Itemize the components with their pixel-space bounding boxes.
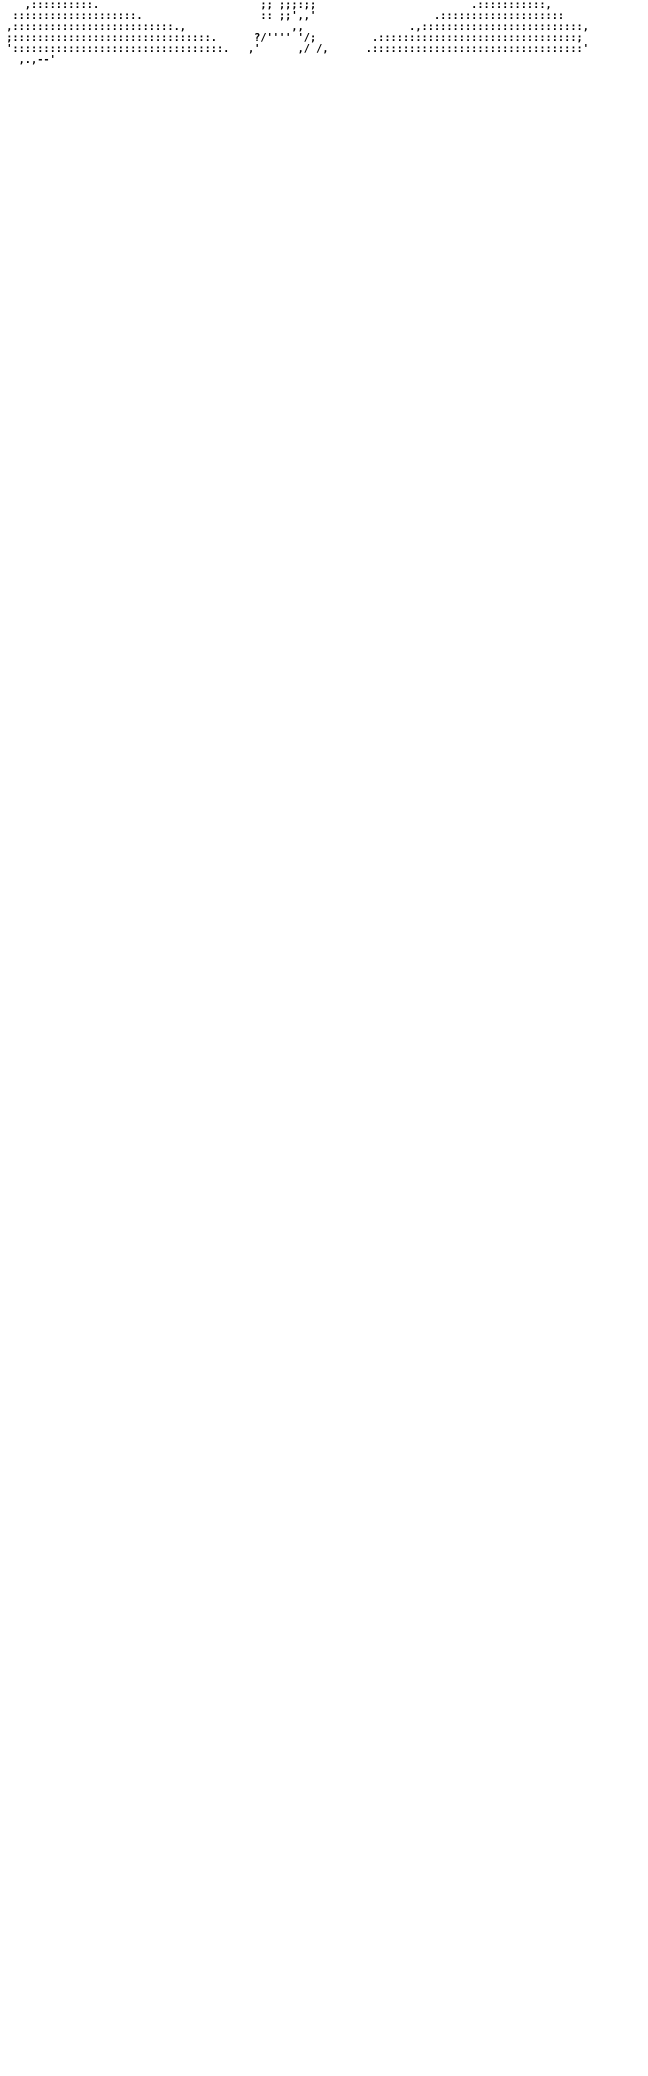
nfo-document xyxy=(0,0,648,768)
eagle-ascii-art: ,::::::::::. ;; ;;;:;; .:::::::::::, ::::::::::::::::::::. :: ;;',,' .:::::::::::::::::::: ,::::::::::::::::::::::::::., ,, .,::::::::::::::::::::::::::, ;::::::::::::::::::::::::::::::::. ?/'''' '/; .::::::::::::::::::::::::::::::::; '::::::::::::::::::::::::::::::::::. ,' ,/ /, .::::::::::::::::::::::::::::::::::' ,.,--' xyxy=(6,0,589,67)
